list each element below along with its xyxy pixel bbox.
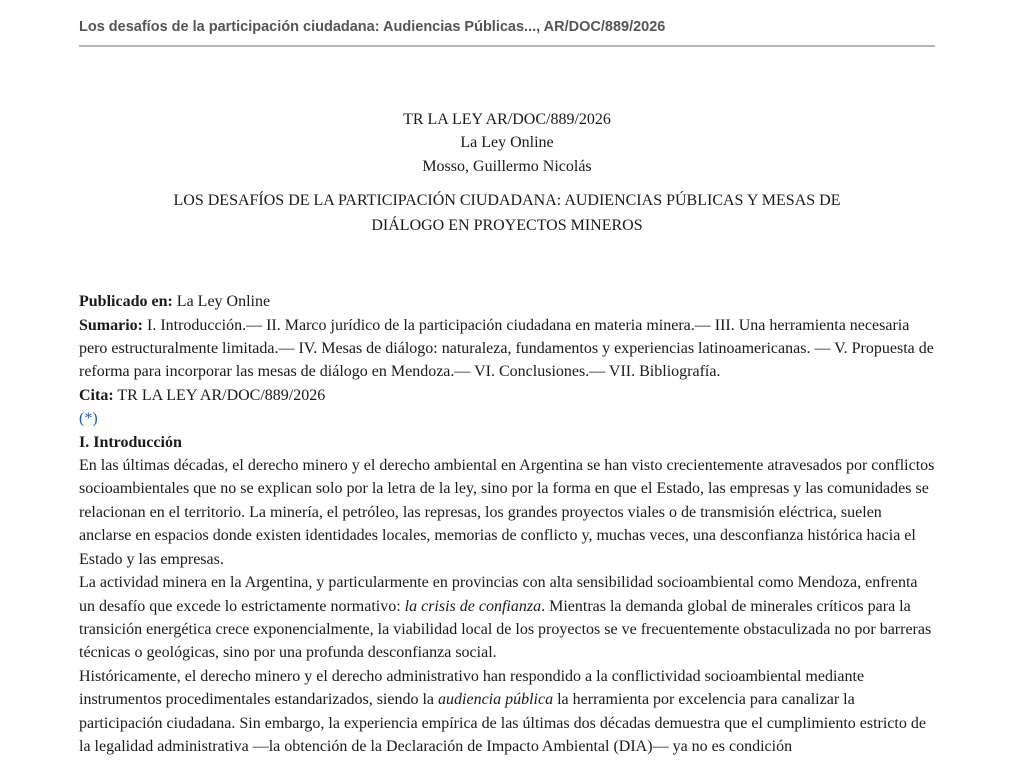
running-header-title: Los desafíos de la participación ciudadana: Audiencias Públicas..., AR/DOC/889/2026 (79, 19, 666, 35)
paragraph-text: la herramienta por excelencia para canalizar la participación ciudadana. Sin embargo, la experiencia empírica de las últimas dos décadas demuestra que el cumplimiento estricto de la legalidad administrativa —la obtención de la Declaración de Impacto Ambiental (DIA)— ya no es condición (79, 691, 926, 755)
document-reference: TR LA LEY AR/DOC/889/2026 (403, 111, 611, 128)
paragraph (79, 665, 935, 759)
document-metadata (79, 290, 935, 430)
running-header (79, 19, 935, 47)
published-value: La Ley Online (176, 293, 271, 311)
paragraph (79, 571, 935, 665)
document-title: LOS DESAFÍOS DE LA PARTICIPACIÓN CIUDADANA: AUDIENCIAS PÚBLICAS Y MESAS DE DIÁLOGO EN PROYECTOS MINEROS (173, 192, 841, 235)
footnote-link[interactable]: (*) (79, 410, 98, 428)
paragraph: En las últimas décadas, el derecho minero y el derecho ambiental en Argentina se han visto crecientemente atravesados por conflictos socioambientales que no se explican solo por la letra de la ley, sino por la forma en que el Estado, las empresas y las comunidades se relacionan en el territorio. La minería, el petróleo, las represas, los grandes proyectos viales o de transmisión eléctrica, suelen anclarse en espacios donde existen identidades locales, memorias de conflicto y, muchas veces, una desconfianza histórica hacia el Estado y las empresas. (79, 457, 935, 568)
paragraph-text: . Mientras la demanda global de minerales críticos para la transición energética crece exponencialmente, la viabilidad local de los proyectos se ve frecuentemente obstaculizada no por barreras técnicas o geológicas, sino por una profunda desconfianza social. (79, 597, 932, 662)
summary-line (79, 314, 935, 384)
citation-line (79, 384, 935, 407)
emphasis-text: la crisis de confianza (404, 597, 542, 615)
summary-value: I. Introducción.— II. Marco jurídico de la participación ciudadana en materia minera.— III. Una herramienta necesaria pero estructuralmente limitada.— IV. Mesas de diálogo: naturaleza, fundamentos y experiencias latinoamericanas. — V. Propuesta de reforma para incorporar las mesas de diálogo en Mendoza.— VI. Conclusiones.— VII. Bibliografía. (79, 316, 934, 381)
document-publisher: La Ley Online (460, 134, 554, 152)
citation-label: Cita: (79, 386, 114, 404)
summary-label: Sumario: (79, 316, 143, 334)
section-introduction (79, 431, 935, 759)
paragraph-text: La actividad minera en la Argentina, y particularmente en provincias con alta sensibilidad socioambiental como Mendoza, enfrenta un desafío que excede lo estrictamente normativo: (79, 574, 918, 615)
emphasis-text: audiencia pública (438, 691, 554, 709)
document-body (79, 108, 935, 758)
document-author: Mosso, Guillermo Nicolás (422, 157, 592, 175)
paragraph-text: Históricamente, el derecho minero y el derecho administrativo han respondido a la conflictividad socioambiental mediante instrumentos procedimentales estandarizados, siendo la (79, 667, 865, 709)
published-line (79, 290, 935, 313)
footnote-line (79, 407, 935, 430)
document-front-matter (79, 108, 935, 178)
published-label: Publicado en: (79, 293, 173, 311)
section-heading: I. Introducción (79, 433, 182, 451)
citation-value: TR LA LEY AR/DOC/889/2026 (117, 386, 326, 404)
